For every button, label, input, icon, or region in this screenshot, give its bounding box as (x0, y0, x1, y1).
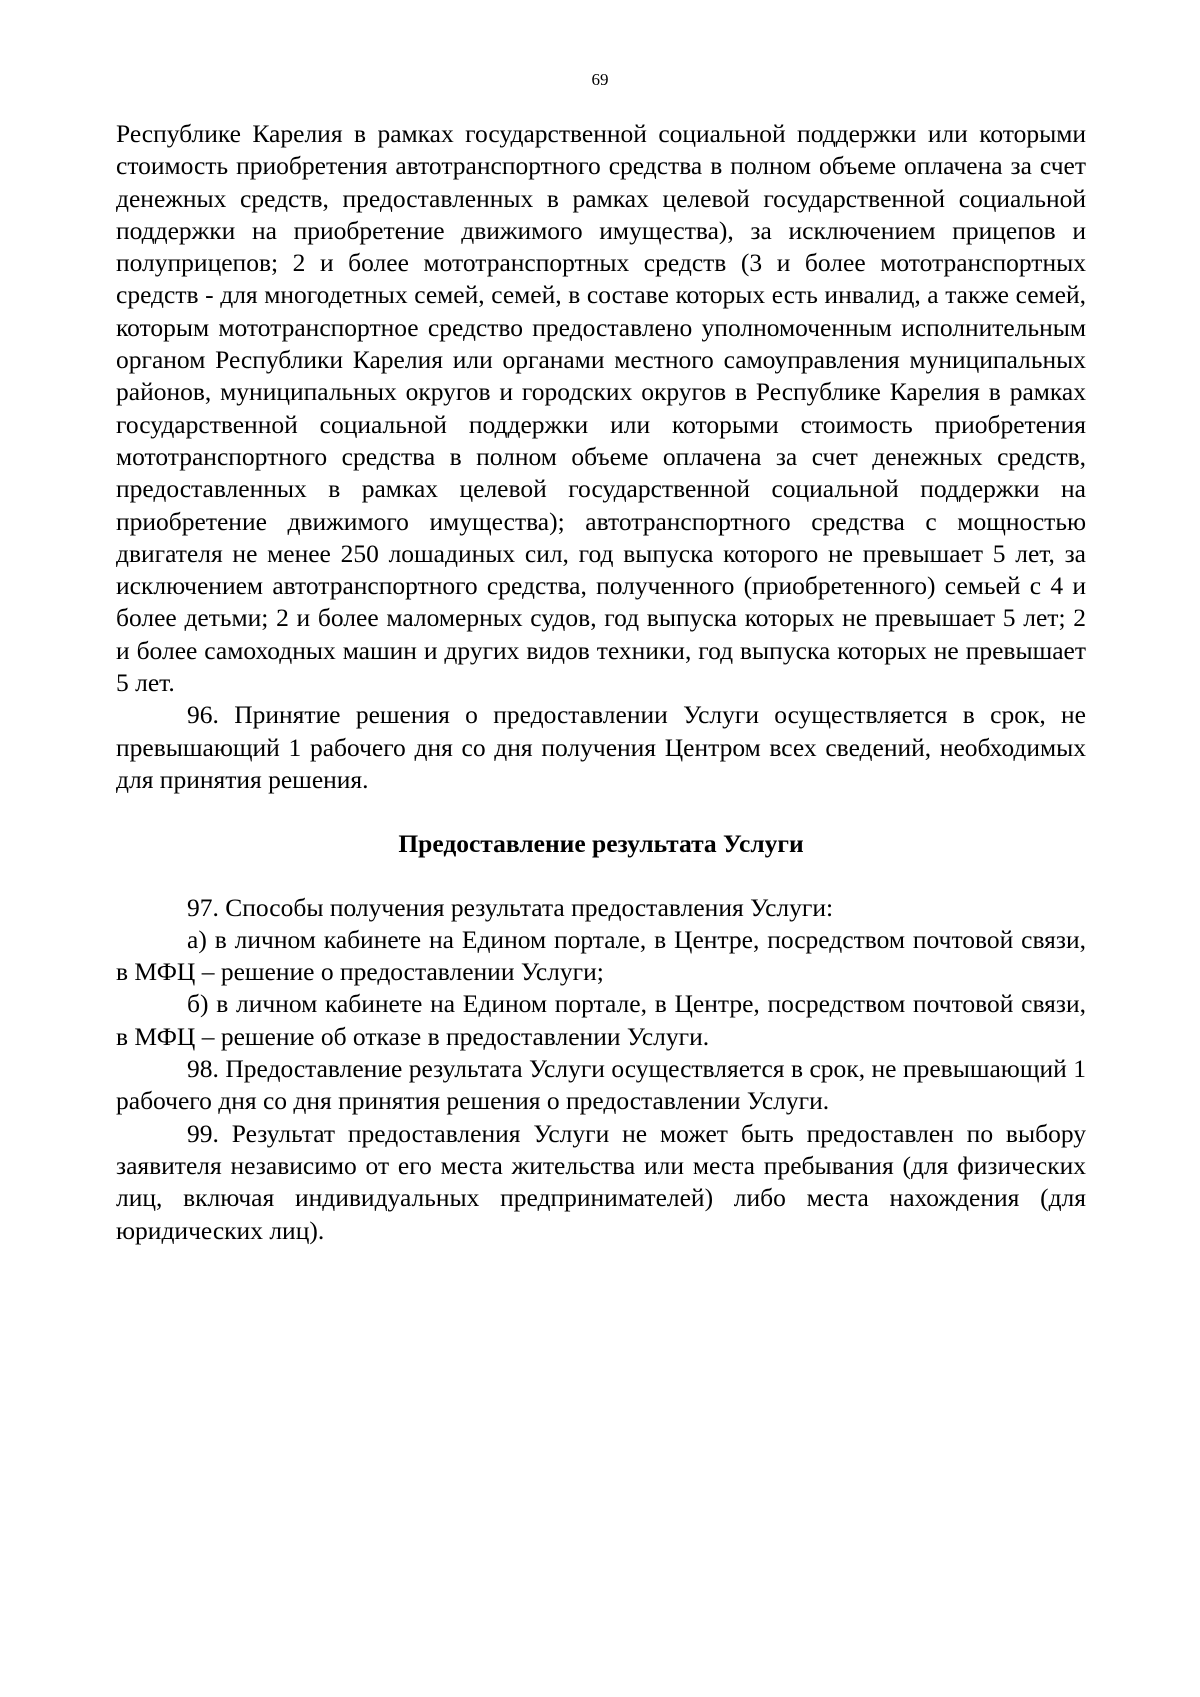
paragraph-96: 96. Принятие решения о предоставлении Услуги осуществляется в срок, не превышающий 1 рабочего дня со дня получения Центром всех сведений, необходимых для принятия решения. (116, 700, 1086, 794)
paragraph-98: 98. Предоставление результата Услуги осуществляется в срок, не превышающий 1 рабочего дня со дня принятия решения о предоставлении Услуги. (116, 1054, 1086, 1116)
paragraph-97: 97. Способы получения результата предоставления Услуги: (187, 892, 834, 922)
paragraph-97-a: а) в личном кабинете на Едином портале, в Центре, посредством почтовой связи, в МФЦ – решение о предоставлении Услуги; (116, 924, 1086, 987)
document-body (116, 118, 1086, 1247)
page-number: 69 (591, 70, 609, 89)
paragraph-97-b: б) в личном кабинете на Едином портале, в Центре, посредством почтовой связи, в МФЦ – решение об отказе в предоставлении Услуги. (116, 989, 1086, 1051)
paragraph-99: 99. Результат предоставления Услуги не может быть предоставлен по выбору заявителя независимо от его места жительства или места пребывания (для физических лиц, включая индивидуальных предпринимателей) либо места нахождения (для юридических лиц). (116, 1118, 1086, 1245)
paragraph-continuation: Республике Карелия в рамках государственной социальной поддержки или которыми стоимость приобретения автотранспортного средства в полном объеме оплачена за счет денежных средств, предоставленных в рамках целевой государственной социальной поддержки на приобретение движимого имущества), за исключением прицепов и полуприцепов; 2 и более мототранспортных средств (3 и более мототранспортных средств - для многодетных семей, семей, в составе которых есть инвалид, а также семей, которым мототранспортное средство предоставлено уполномоченным исполнительным органом Республики Карелия или органами местного самоуправления муниципальных районов, муниципальных округов и городских округов в Республике Карелия в рамках государственной социальной поддержки или которыми стоимость приобретения мототранспортного средства в полном объеме оплачена за счет денежных средств, предоставленных в рамках целевой государственной социальной поддержки на приобретение движимого имущества); автотранспортного средства с мощностью двигателя не менее 250 лошадиных сил, год выпуска которого не превышает 5 лет, за исключением автотранспортного средства, полученного (приобретенного) семьей с 4 и более детьми; 2 и более маломерных судов, год выпуска которых не превышает 5 лет; 2 и более самоходных машин и других видов техники, год выпуска которых не превышает 5 лет. (116, 119, 1086, 698)
section-heading: Предоставление результата Услуги (398, 829, 804, 859)
